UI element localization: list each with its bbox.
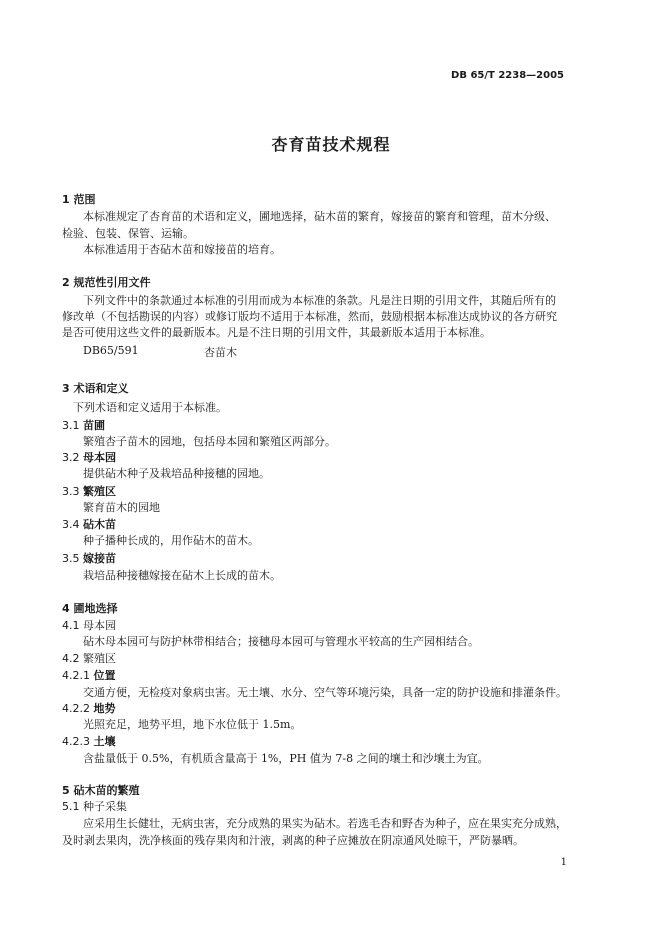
standard-number: DB 65/T 2238—2005 bbox=[451, 70, 564, 81]
document-title: 杏育苗技术规程 bbox=[271, 135, 391, 154]
subsection-4-2-3-heading: 4.2.3 土壤 bbox=[62, 735, 116, 748]
reference-title: 杏苗木 bbox=[204, 346, 237, 359]
term-3-3-heading: 3.3 繁殖区 bbox=[62, 485, 116, 498]
section-1-paragraph-line: 检验、包装、保管、运输。 bbox=[62, 227, 194, 240]
page-number: 1 bbox=[560, 857, 567, 868]
section-2-paragraph-line: 修改单（不包括勘误的内容）或修订版均不适用于本标准，然而，鼓励根据本标准达成协议的各方研究 bbox=[62, 310, 557, 323]
subsection-5-1-heading: 5.1 种子采集 bbox=[62, 800, 127, 813]
section-5-paragraph-line: 应采用生长健壮，无病虫害，充分成熟的果实为砧木。若选毛杏和野杏为种子，应在果实充分成熟， bbox=[83, 817, 567, 830]
subsection-4-2-heading: 4.2 繁殖区 bbox=[62, 652, 116, 665]
term-3-5-definition: 栽培品种接穗嫁接在砧木上长成的苗木。 bbox=[83, 569, 281, 582]
section-5-heading: 5 砧木苗的繁殖 bbox=[62, 784, 140, 797]
section-2-heading: 2 规范性引用文件 bbox=[62, 276, 151, 289]
term-3-3-definition: 繁育苗木的园地 bbox=[83, 501, 160, 514]
reference-code: DB65/591 bbox=[83, 344, 139, 357]
subsection-4-2-1-heading: 4.2.1 位置 bbox=[62, 669, 116, 682]
section-5-paragraph-line: 及时剥去果肉，洗净核面的残存果肉和汁液，剥离的种子应摊放在阴凉通风处晾干，严防暴晒。 bbox=[62, 834, 524, 847]
section-2-paragraph-line: 是否可使用这些文件的最新版本。凡是不注日期的引用文件，其最新版本适用于本标准。 bbox=[62, 326, 491, 339]
subsection-4-2-3-text: 含盐量低于 0.5%，有机质含量高于 1%，PH 值为 7-8 之间的壤土和沙壤土为宜。 bbox=[83, 752, 489, 765]
section-1-heading: 1 范围 bbox=[62, 193, 96, 206]
subsection-4-2-2-heading: 4.2.2 地势 bbox=[62, 702, 116, 715]
term-3-2-definition: 提供砧木种子及栽培品种接穗的园地。 bbox=[83, 467, 270, 480]
section-4-heading: 4 圃地选择 bbox=[62, 602, 118, 615]
section-1-paragraph-line: 本标准适用于杏砧木苗和嫁接苗的培育。 bbox=[83, 243, 281, 256]
section-3-heading: 3 术语和定义 bbox=[62, 382, 129, 395]
subsection-4-1-text: 砧木母本园可与防护林带相结合；接穗母本园可与管理水平较高的生产园相结合。 bbox=[83, 635, 479, 648]
subsection-4-2-1-text: 交通方便，无检疫对象病虫害。无土壤、水分、空气等环境污染，具备一定的防护设施和排灌条件。 bbox=[83, 686, 567, 699]
term-3-4-heading: 3.4 砧木苗 bbox=[62, 518, 116, 531]
section-1-paragraph-line: 本标准规定了杏育苗的术语和定义，圃地选择，砧木苗的繁育，嫁接苗的繁育和管理，苗木分级、 bbox=[83, 210, 556, 223]
term-3-4-definition: 种子播种长成的，用作砧木的苗木。 bbox=[83, 534, 259, 547]
term-3-1-heading: 3.1 苗圃 bbox=[62, 419, 105, 432]
section-2-paragraph-line: 下列文件中的条款通过本标准的引用而成为本标准的条款。凡是注日期的引用文件，其随后所有的 bbox=[83, 294, 556, 307]
term-3-2-heading: 3.2 母本园 bbox=[62, 451, 116, 464]
subsection-4-1-heading: 4.1 母本园 bbox=[62, 619, 116, 632]
term-3-1-definition: 繁殖杏子苗木的园地，包括母本园和繁殖区两部分。 bbox=[83, 435, 336, 448]
subsection-4-2-2-text: 光照充足，地势平坦，地下水位低于 1.5m。 bbox=[83, 718, 302, 731]
section-3-intro: 下列术语和定义适用于本标准。 bbox=[73, 401, 227, 414]
term-3-5-heading: 3.5 嫁接苗 bbox=[62, 552, 116, 565]
